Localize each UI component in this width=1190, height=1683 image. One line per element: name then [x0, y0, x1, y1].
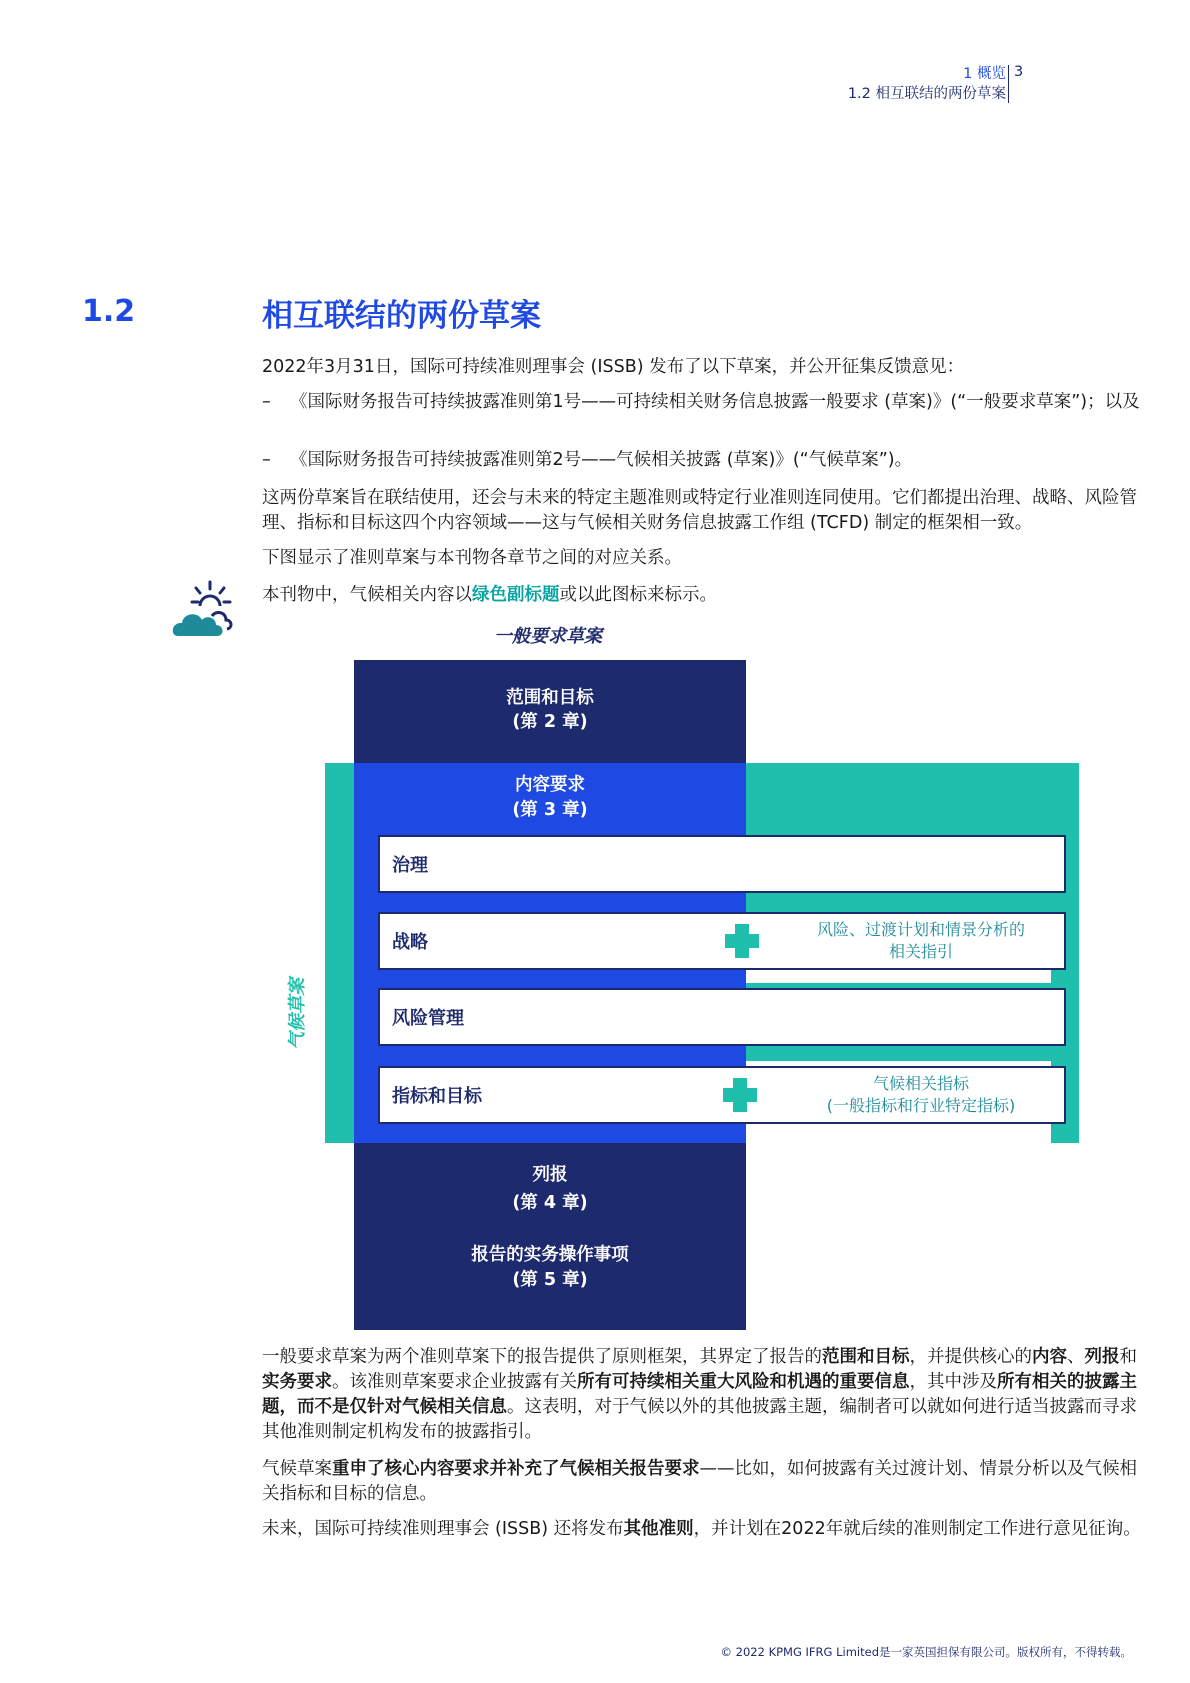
- paragraph-purpose: 这两份草案旨在联结使用，还会与未来的特定主题准则或特定行业准则连同使用。它们都提出治理、战略、风险管理、指标和目标这四个内容领域——这与气候相关财务信息披露工作组 (TCFD) 制定的框架相一致。: [262, 488, 1137, 533]
- row-note: [786, 914, 1056, 968]
- content-chapter: (第 3 章): [512, 800, 588, 820]
- presentation-title: 列报: [532, 1165, 568, 1185]
- bullet-marker: –: [262, 450, 271, 470]
- breadcrumb-chapter[interactable]: 1 概览: [963, 66, 1006, 82]
- row-note-line: 风险、过渡计划和情景分析的: [816, 920, 1025, 939]
- page-title: 相互联结的两份草案: [262, 298, 541, 334]
- paragraph-future-standards: 未来，国际可持续准则理事会 (ISSB) 还将发布其他准则，并计划在2022年就后续的准则制定工作进行意见征询。: [262, 1519, 1141, 1539]
- row-label: 治理: [392, 855, 428, 876]
- icon-legend-pre: 本刊物中，气候相关内容以: [262, 585, 472, 605]
- copyright-footer: © 2022 KPMG IFRG Limited是一家英国担保有限公司。版权所有，不得转载。: [720, 1645, 1132, 1659]
- climate-draft-label: 气候草案: [287, 978, 308, 1050]
- row-note-line: (一般指标和行业特定指标): [826, 1096, 1016, 1115]
- intro-paragraph: 2022年3月31日，国际可持续准则理事会 (ISSB) 发布了以下草案，并公开征集反馈意见：: [262, 357, 965, 377]
- practical-title: 报告的实务操作事项: [471, 1245, 629, 1265]
- general-requirements-label: 一般要求草案: [494, 626, 602, 647]
- row-note-line: 气候相关指标: [872, 1074, 969, 1093]
- breadcrumb-section[interactable]: 1.2 相互联结的两份草案: [847, 86, 1006, 102]
- row-governance: [378, 835, 1066, 893]
- row-label: 风险管理: [392, 1008, 464, 1029]
- plus-icon: [720, 1075, 760, 1115]
- list-item: 《国际财务报告可持续披露准则第2号——气候相关披露 (草案)》(“气候草案”)。: [290, 450, 913, 470]
- presentation-chapter: (第 4 章): [512, 1193, 588, 1213]
- icon-legend-post: 或以此图标来标示。: [559, 585, 717, 605]
- page-number: 3: [1014, 64, 1024, 80]
- practical-chapter: (第 5 章): [512, 1270, 588, 1290]
- row-metrics-targets: [378, 1066, 1066, 1124]
- row-label: 战略: [392, 932, 428, 953]
- row-note: [786, 1068, 1056, 1122]
- scope-box: [354, 660, 746, 763]
- scope-chapter: (第 2 章): [512, 712, 588, 732]
- row-strategy: [378, 912, 1066, 970]
- content-title: 内容要求: [515, 775, 585, 795]
- icon-legend-text: [262, 583, 1142, 608]
- paragraph-general-requirements: 一般要求草案为两个准则草案下的报告提供了原则框架，其界定了报告的范围和目标，并提供核心的内容、列报和实务要求。该准则草案要求企业披露有关所有可持续相关重大风险和机遇的重要信息，其中涉及所有相关的披露主题，而不是仅针对气候相关信息。这表明，对于气候以外的其他披露主题，编制者可以就如何进行适当披露而寻求其他准则制定机构发布的披露指引。: [262, 1347, 1137, 1442]
- header-divider: [1008, 65, 1009, 103]
- paragraph-climate-draft: 气候草案重申了核心内容要求并补充了气候相关报告要求——比如，如何披露有关过渡计划、情景分析以及气候相关指标和目标的信息。: [262, 1459, 1137, 1504]
- sun-cloud-icon: [172, 580, 234, 638]
- row-risk-management: [378, 988, 1066, 1046]
- list-item: 《国际财务报告可持续披露准则第1号——可持续相关财务信息披露一般要求 (草案)》(“一般要求草案”)；以及: [290, 392, 1140, 412]
- content-box: [354, 763, 746, 835]
- row-label: 指标和目标: [392, 1086, 482, 1107]
- plus-icon: [722, 921, 762, 961]
- scope-title: 范围和目标: [506, 688, 594, 708]
- green-subtitle-highlight: 绿色副标题: [472, 585, 560, 605]
- presentation-box: [354, 1143, 746, 1330]
- bullet-marker: –: [262, 392, 271, 412]
- section-number: 1.2: [82, 294, 136, 329]
- row-note-line: 相关指引: [888, 942, 953, 961]
- paragraph-diagram-intro: 下图显示了准则草案与本刊物各章节之间的对应关系。: [262, 548, 682, 568]
